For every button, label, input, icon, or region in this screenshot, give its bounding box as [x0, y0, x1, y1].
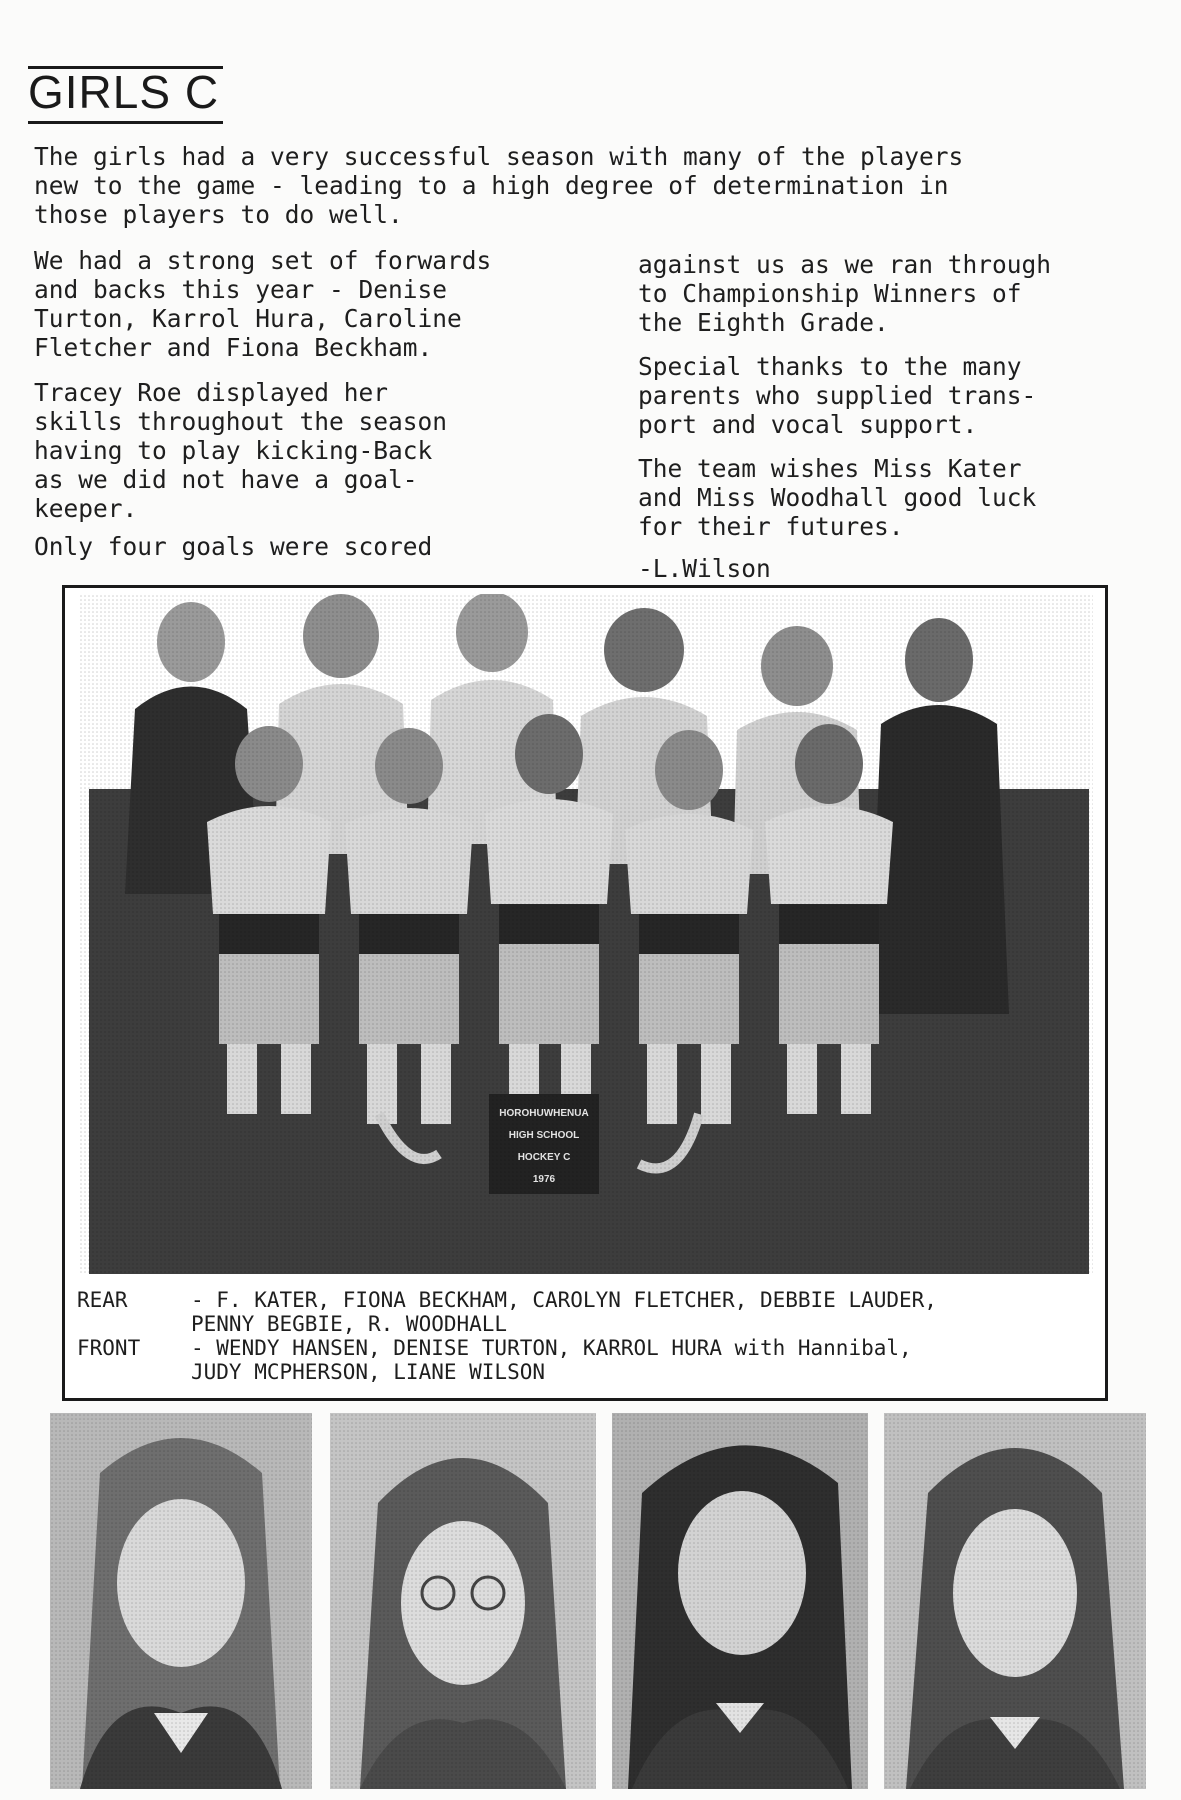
caption-front-row — [77, 1336, 1097, 1384]
right-paragraph-2: Special thanks to the many parents who supplied trans- port and vocal support. — [638, 352, 1037, 439]
photo-caption — [77, 1288, 1097, 1384]
caption-rear-names: - F. KATER, FIONA BECKHAM, CAROLYN FLETCHER, DEBBIE LAUDER, PENNY BEGBIE, R. WOODHALL — [191, 1288, 937, 1336]
portrait-2 — [330, 1413, 596, 1789]
intro-paragraph: The girls had a very successful season with many of the players new to the game - leading to a high degree of determination in those players to do well. — [34, 142, 964, 229]
left-paragraph-3: Only four goals were scored — [34, 532, 433, 561]
portrait-1 — [50, 1413, 312, 1789]
team-photo-frame — [62, 585, 1108, 1401]
left-paragraph-1: We had a strong set of forwards and backs this year - Denise Turton, Karrol Hura, Caroline Fletcher and Fiona Beckham. — [34, 246, 492, 362]
article-signature: -L.Wilson — [638, 554, 771, 583]
portrait-3 — [612, 1413, 868, 1789]
team-photo — [79, 594, 1093, 1274]
right-paragraph-3: The team wishes Miss Kater and Miss Woodhall good luck for their futures. — [638, 454, 1037, 541]
caption-front-names: - WENDY HANSEN, DENISE TURTON, KARROL HURA with Hannibal, JUDY MCPHERSON, LIANE WILSON — [191, 1336, 912, 1384]
caption-rear-row — [77, 1288, 1097, 1336]
caption-front-label: FRONT — [77, 1336, 141, 1360]
caption-rear-label: REAR — [77, 1288, 128, 1312]
portrait-4 — [884, 1413, 1146, 1789]
page-heading: GIRLS C — [28, 66, 223, 124]
right-paragraph-1: against us as we ran through to Championship Winners of the Eighth Grade. — [638, 250, 1052, 337]
left-paragraph-2: Tracey Roe displayed her skills throughout the season having to play kicking-Back as we did not have a goal- keeper. — [34, 378, 448, 523]
